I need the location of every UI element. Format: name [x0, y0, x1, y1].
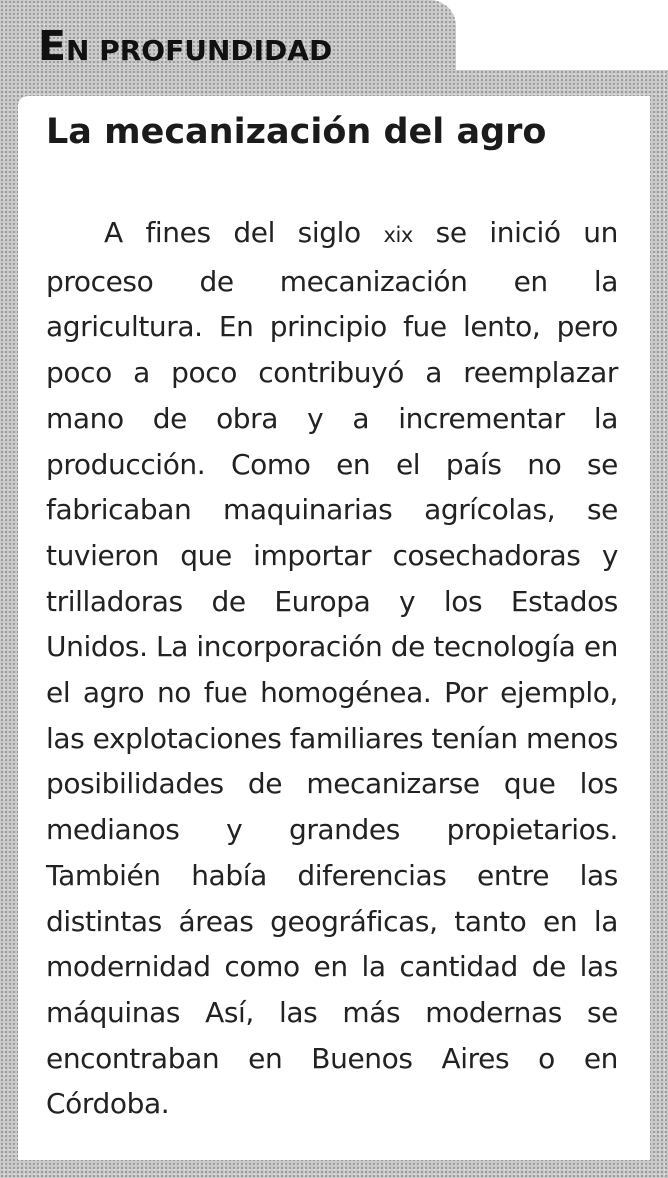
article-title: La mecanización del agro [46, 112, 547, 152]
section-tab-label-initial: E [38, 22, 67, 70]
section-tab [0, 0, 456, 76]
section-tab-label-rest: N PROFUNDIDAD [66, 34, 333, 67]
century-numeral: xix [383, 223, 413, 247]
article-paragraph [46, 210, 618, 1127]
section-tab-label [38, 22, 332, 70]
paragraph-part-1: A fines del siglo [104, 216, 384, 249]
paragraph-part-2: se inició un proceso de mecanización en la agricultura. En principio fue lento, pero poco a poco contribuyó a reemplazar mano de obra y a incrementar la producción. Como en el país no se fabricaban maquinarias agrícolas, se tuvieron que importar cosechadoras y trilladoras de Europa y los Estados Unidos. La incorporación de tecnología en el agro no fue homogénea. Por ejemplo, las explotaciones familiares tenían menos posibilidades de mecanizarse que los medianos y grandes propietarios. También había diferencias entre las distintas áreas geográficas, tanto en la modernidad como en la cantidad de las máquinas Así, las más modernas se encontraban en Buenos Aires o en Córdoba. [46, 216, 618, 1121]
